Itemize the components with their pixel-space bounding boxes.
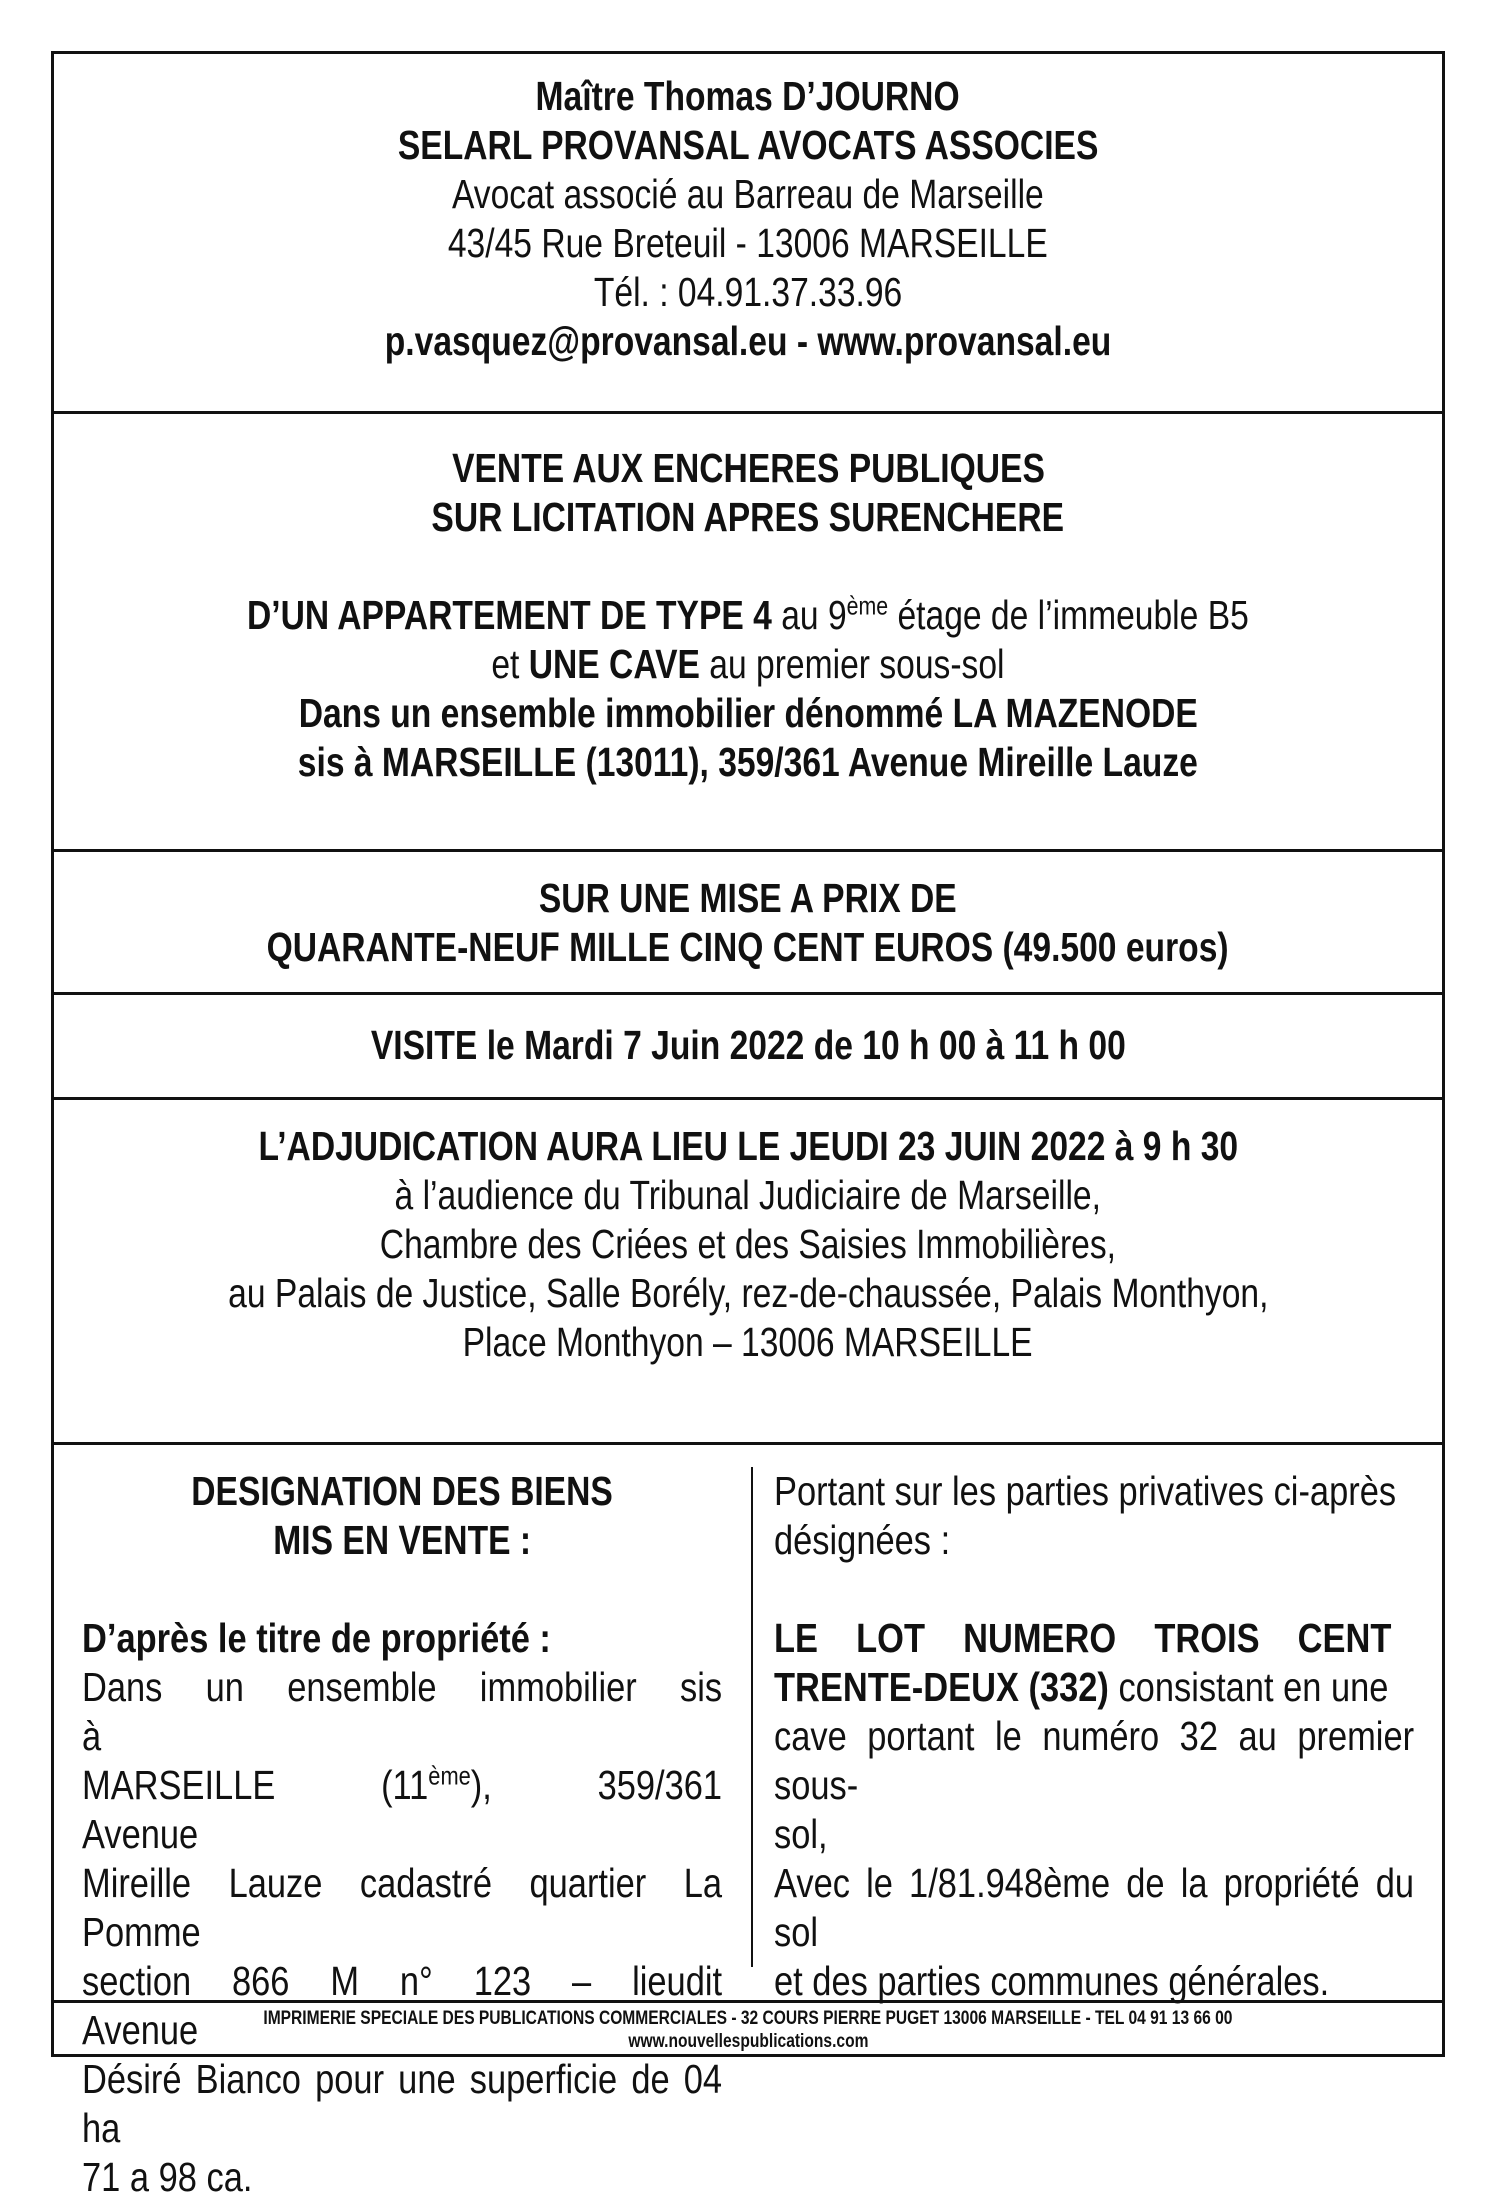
adjudication-info [54,1100,1442,1445]
lot-line-1: LE LOT NUMERO TROIS CENT [774,1615,1392,1661]
floor-suffix: ème [846,590,889,621]
lawyer-contact: p.vasquez@provansal.eu - www.provansal.eu [384,318,1112,364]
price-amount: QUARANTE-NEUF MILLE CINQ CENT EUROS (49.500 euros) [266,924,1230,970]
lot-line-4: sol, [774,1811,828,1857]
cave-prefix: et [491,641,529,687]
price-heading: SUR UNE MISE A PRIX DE [539,875,957,921]
designation-heading-1: DESIGNATION DES BIENS [191,1468,613,1514]
adjudication-line-4: Place Monthyon – 13006 MARSEILLE [462,1319,1033,1365]
lawyer-address: 43/45 Rue Breteuil - 13006 MARSEILLE [448,220,1048,266]
visit-info [54,995,1442,1100]
arrondissement-suffix: ème [428,1760,471,1791]
adjudication-line-3: au Palais de Justice, Salle Borély, rez-de-chaussée, Palais Monthyon, [227,1270,1269,1316]
left-text-4: section 866 M n° 123 – lieudit Avenue [82,1958,723,2053]
lawyer-phone: Tél. : 04.91.37.33.96 [593,269,903,315]
starting-price [54,852,1442,995]
column-divider [751,1467,753,1967]
left-text-2 [82,1761,722,1859]
lot-line-2 [774,1663,1414,1712]
adjudication-line-1: à l’audience du Tribunal Judiciaire de Marseille, [394,1172,1102,1218]
lot-line-2-post: consistant en une [1108,1664,1389,1710]
designation-left-column [82,1467,722,2202]
sale-title-2: SUR LICITATION APRES SURENCHERE [431,494,1065,540]
cave-location: au premier sous-sol [700,641,1005,687]
sale-description [54,414,1442,852]
lot-number: TRENTE-DEUX (332) [774,1664,1109,1710]
firm-name: SELARL PROVANSAL AVOCATS ASSOCIES [397,122,1099,168]
visit-text: VISITE le Mardi 7 Juin 2022 de 10 h 00 à 11 h 00 [370,1022,1126,1068]
lawyer-header [54,54,1442,414]
apartment-line [247,591,1249,640]
designation-heading-2: MIS EN VENTE : [273,1517,531,1563]
lawyer-name: Maître Thomas D’JOURNO [535,73,961,119]
printer-info: IMPRIMERIE SPECIALE DES PUBLICATIONS COMMERCIALES - 32 COURS PIERRE PUGET 13006 MARSEILLE - TEL 04 91 13 66 00 [263,2008,1233,2029]
printer-website: www.nouvellespublications.com [627,2031,869,2052]
lawyer-role: Avocat associé au Barreau de Marseille [452,171,1044,217]
left-text-2-pre: MARSEILLE (11 [82,1762,429,1808]
notice-frame [51,51,1445,2200]
cave-label: UNE CAVE [528,641,701,687]
title-deed-heading: D’après le titre de propriété : [82,1615,551,1661]
lot-line-5: Avec le 1/81.948ème de la propriété du sol [774,1860,1415,1955]
left-text-1: Dans un ensemble immobilier sis à [82,1664,723,1759]
left-text-6: 71 a 98 ca. [82,2154,253,2200]
apartment-floor: au 9 [771,592,847,638]
designation-right-column [774,1467,1414,2006]
printer-footer [54,2003,1442,2054]
left-text-5: Désiré Bianco pour une superficie de 04 ha [82,2056,723,2151]
lot-line-3: cave portant le numéro 32 au premier sous- [774,1713,1415,1808]
right-text-1: Portant sur les parties privatives ci-après [774,1468,1397,1514]
sale-title-1: VENTE AUX ENCHERES PUBLIQUES [451,445,1045,491]
apartment-type: D’UN APPARTEMENT DE TYPE 4 [247,592,772,638]
cave-line [491,640,1004,689]
left-text-3: Mireille Lauze cadastré quartier La Pomme [82,1860,723,1955]
apartment-building: étage de l’immeuble B5 [888,592,1249,638]
right-text-2: désignées : [774,1517,951,1563]
location-line: sis à MARSEILLE (13011), 359/361 Avenue Mireille Lauze [297,739,1199,785]
ensemble-line: Dans un ensemble immobilier dénommé LA MAZENODE [298,690,1198,736]
left-text-2-post: ), 359/361 Avenue [82,1762,723,1857]
adjudication-line-2: Chambre des Criées et des Saisies Immobilières, [379,1221,1117,1267]
lot-line-6: et des parties communes générales. [774,1958,1330,2004]
adjudication-title: L’ADJUDICATION AURA LIEU LE JEUDI 23 JUIN 2022 à 9 h 30 [258,1123,1238,1169]
